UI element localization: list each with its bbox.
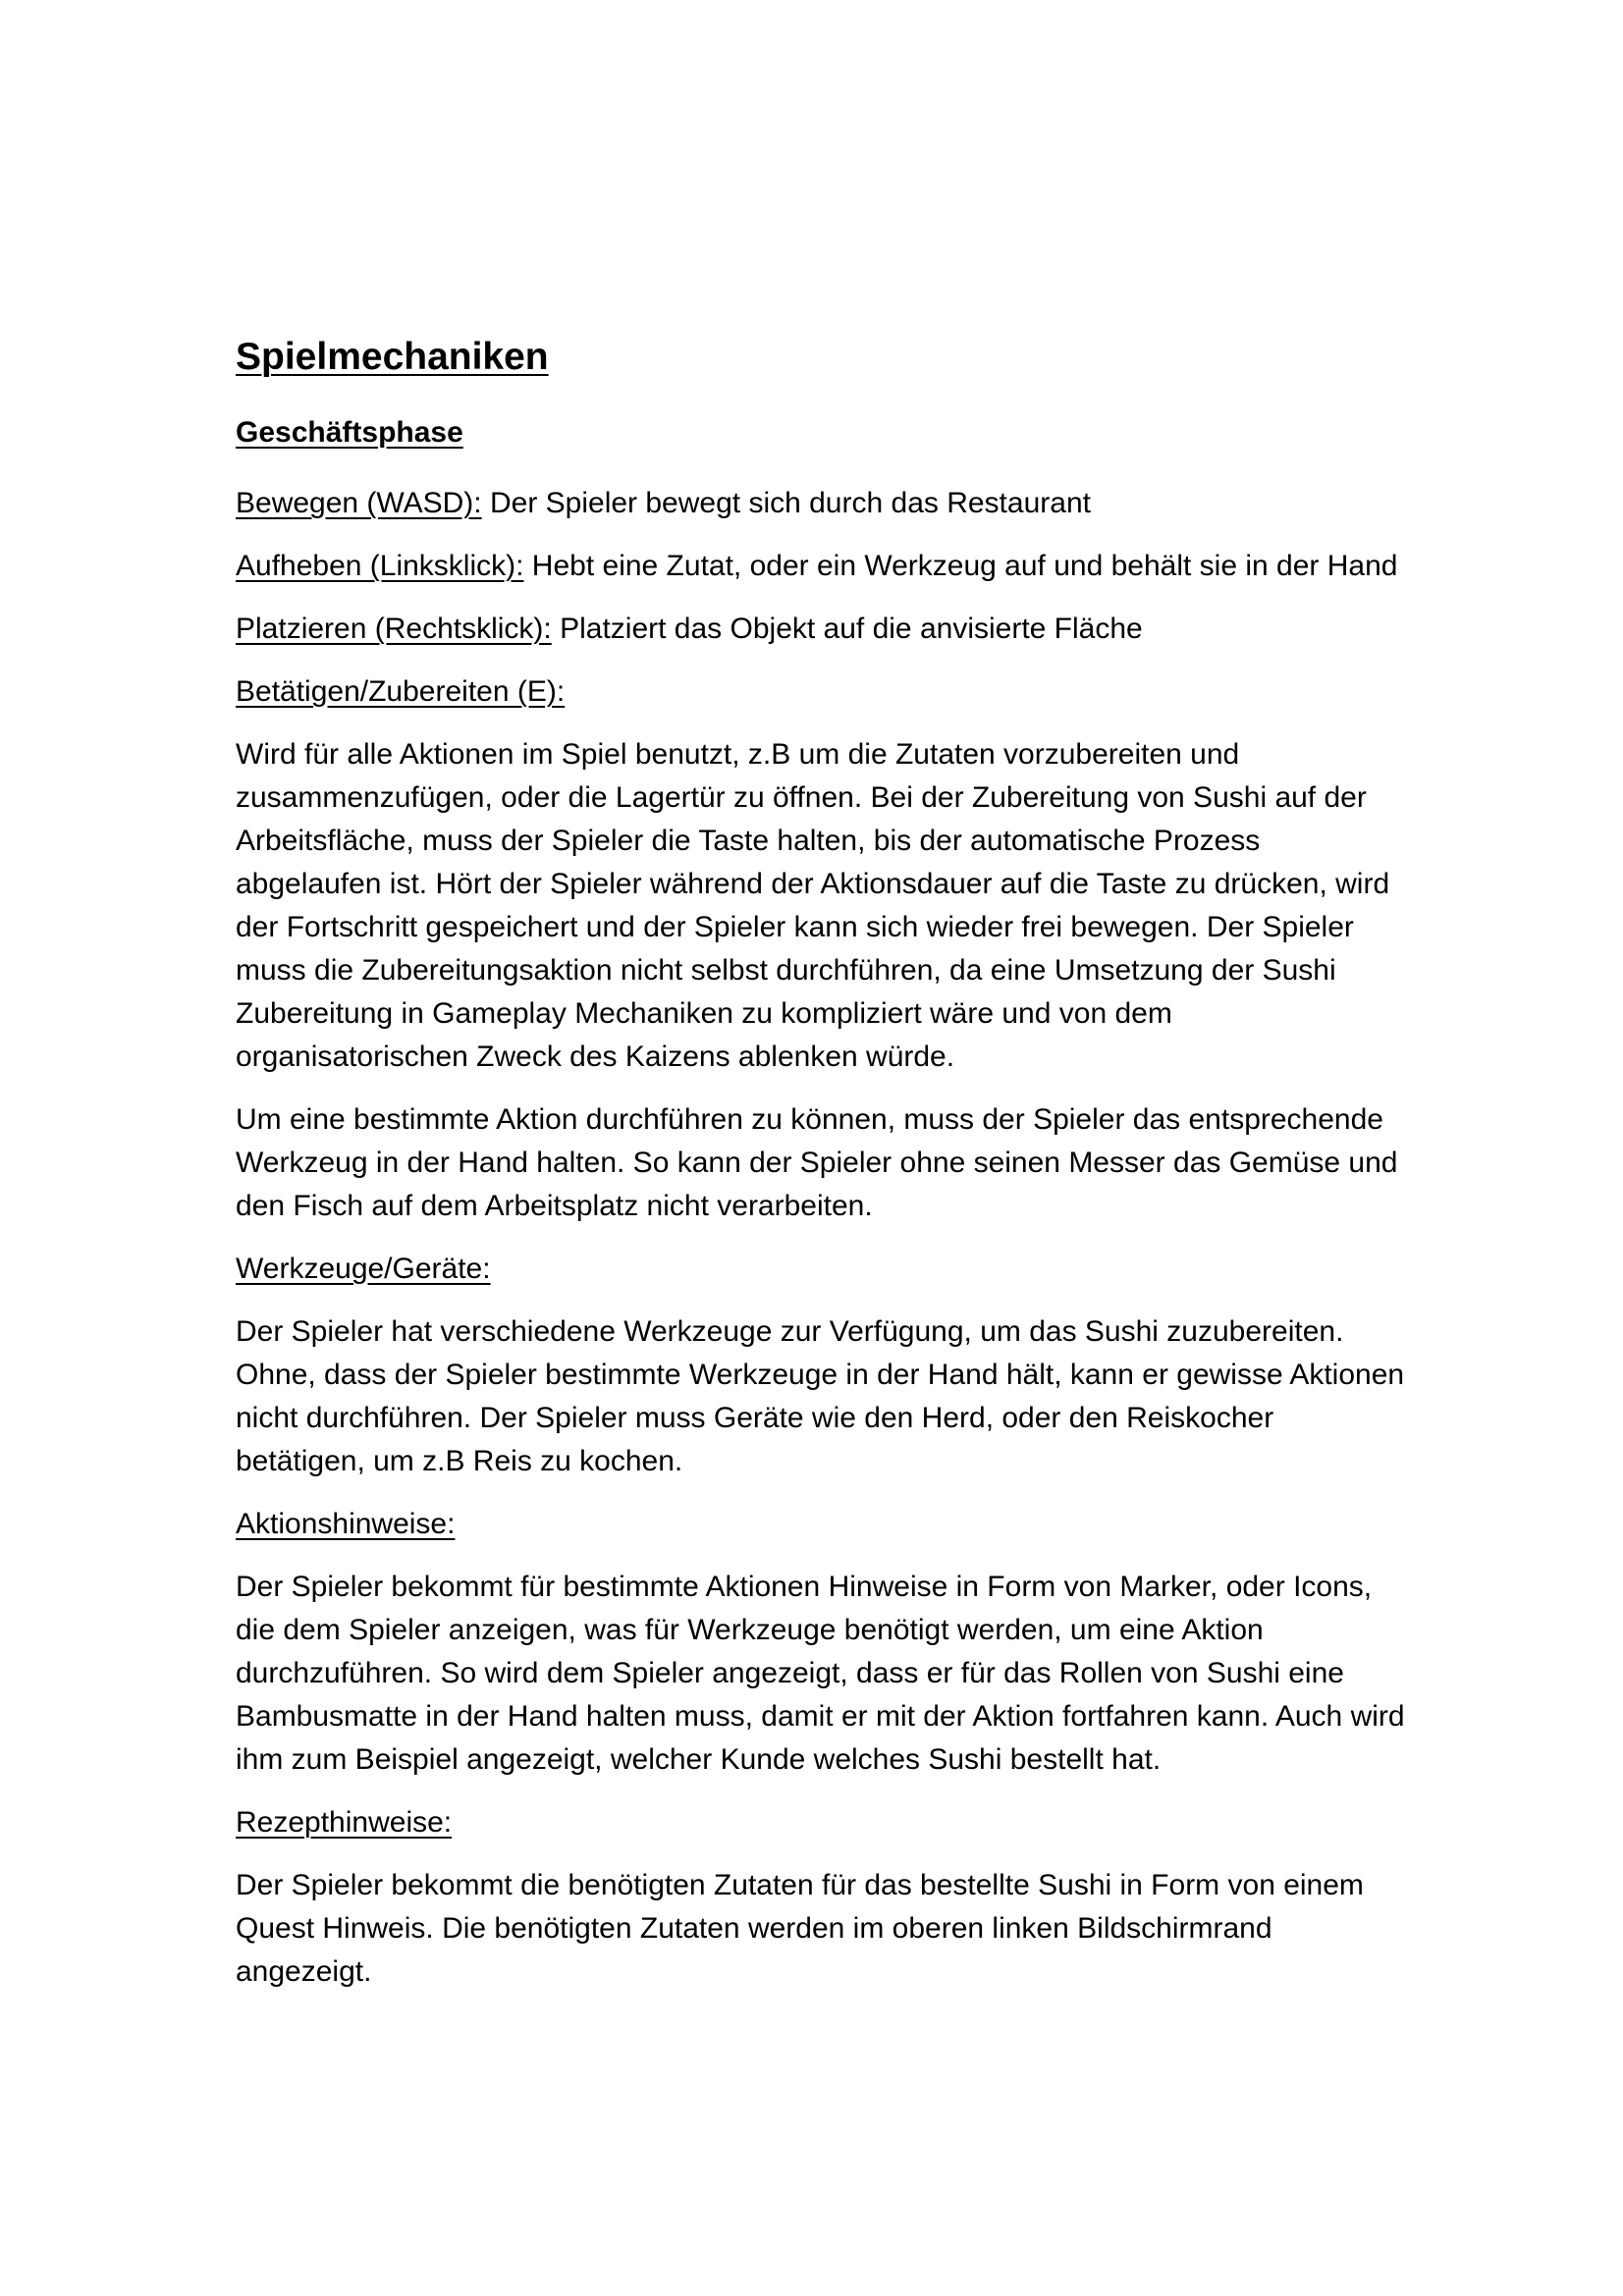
subheading-betaetigen-text: Betätigen/Zubereiten (E): bbox=[236, 675, 566, 708]
subheading-werkzeuge-text: Werkzeuge/Geräte: bbox=[236, 1253, 491, 1285]
paragraph-aktionshinweise-beschreibung: Der Spieler bekommt für bestimmte Aktionen Hinweise in Form von Marker, oder Icons, die dem Spieler anzeigen, was für Werkzeuge benötigt werden, um eine Aktion durchzuführen. So wird dem Spieler angezeigt, dass er für das Rollen von Sushi eine Bambusmatte in der Hand halten muss, damit er mit der Aktion fortfahren kann. Auch wird ihm zum Beispiel angezeigt, welcher Kunde welches Sushi bestellt hat. bbox=[236, 1571, 1405, 1776]
subheading-betaetigen-zubereiten bbox=[236, 670, 1407, 714]
entry-platzieren-label: Platzieren (Rechtsklick): bbox=[236, 613, 552, 645]
section-heading-geschaeftsphase bbox=[236, 411, 1407, 454]
entry-aufheben bbox=[236, 545, 1407, 588]
subheading-rezepthinweise bbox=[236, 1801, 1407, 1844]
entry-bewegen bbox=[236, 482, 1407, 525]
paragraph-werkzeug-voraussetzung: Um eine bestimmte Aktion durchführen zu können, muss der Spieler das entsprechende Werkzeug in der Hand halten. So kann der Spieler ohne seinen Messer das Gemüse und den Fisch auf dem Arbeitsplatz nicht verarbeiten. bbox=[236, 1103, 1398, 1222]
paragraph-werkzeuge-beschreibung: Der Spieler hat verschiedene Werkzeuge zur Verfügung, um das Sushi zuzubereiten. Ohne, dass der Spieler bestimmte Werkzeuge in der Hand hält, kann er gewisse Aktionen nicht durchführen. Der Spieler muss Geräte wie den Herd, oder den Reiskocher betätigen, um z.B Reis zu kochen. bbox=[236, 1315, 1405, 1477]
section-heading-text: Geschäftsphase bbox=[236, 416, 463, 449]
entry-aufheben-label: Aufheben (Linksklick): bbox=[236, 550, 524, 582]
subheading-rezepthinweise-text: Rezepthinweise: bbox=[236, 1806, 453, 1839]
entry-platzieren-text: Platziert das Objekt auf die anvisierte Fläche bbox=[551, 613, 1143, 645]
subheading-werkzeuge-geraete bbox=[236, 1248, 1407, 1291]
doc-title-text: Spielmechaniken bbox=[236, 336, 549, 378]
paragraph-betaetigen-beschreibung: Wird für alle Aktionen im Spiel benutzt, z.B um die Zutaten vorzubereiten und zusammenzufügen, oder die Lagertür zu öffnen. Bei der Zubereitung von Sushi auf der Arbeitsfläche, muss der Spieler die Taste halten, bis der automatische Prozess abgelaufen ist. Hört der Spieler während der Aktionsdauer auf die Taste zu drücken, wird der Fortschritt gespeichert und der Spieler kann sich wieder frei bewegen. Der Spieler muss die Zubereitungsaktion nicht selbst durchführen, da eine Umsetzung der Sushi Zubereitung in Gameplay Mechaniken zu kompliziert wäre und von dem organisatorischen Zweck des Kaizens ablenken würde. bbox=[236, 738, 1390, 1073]
doc-title bbox=[236, 334, 1407, 380]
subheading-aktionshinweise-text: Aktionshinweise: bbox=[236, 1508, 456, 1540]
paragraph-rezepthinweise-beschreibung: Der Spieler bekommt die benötigten Zutaten für das bestellte Sushi in Form von einem Quest Hinweis. Die benötigten Zutaten werden im oberen linken Bildschirmrand angezeigt. bbox=[236, 1869, 1364, 1988]
entry-platzieren bbox=[236, 608, 1407, 651]
entry-bewegen-label: Bewegen (WASD): bbox=[236, 487, 482, 519]
entry-bewegen-text: Der Spieler bewegt sich durch das Restaurant bbox=[481, 487, 1091, 519]
subheading-aktionshinweise bbox=[236, 1503, 1407, 1546]
entry-aufheben-text: Hebt eine Zutat, oder ein Werkzeug auf und behält sie in der Hand bbox=[523, 550, 1398, 582]
